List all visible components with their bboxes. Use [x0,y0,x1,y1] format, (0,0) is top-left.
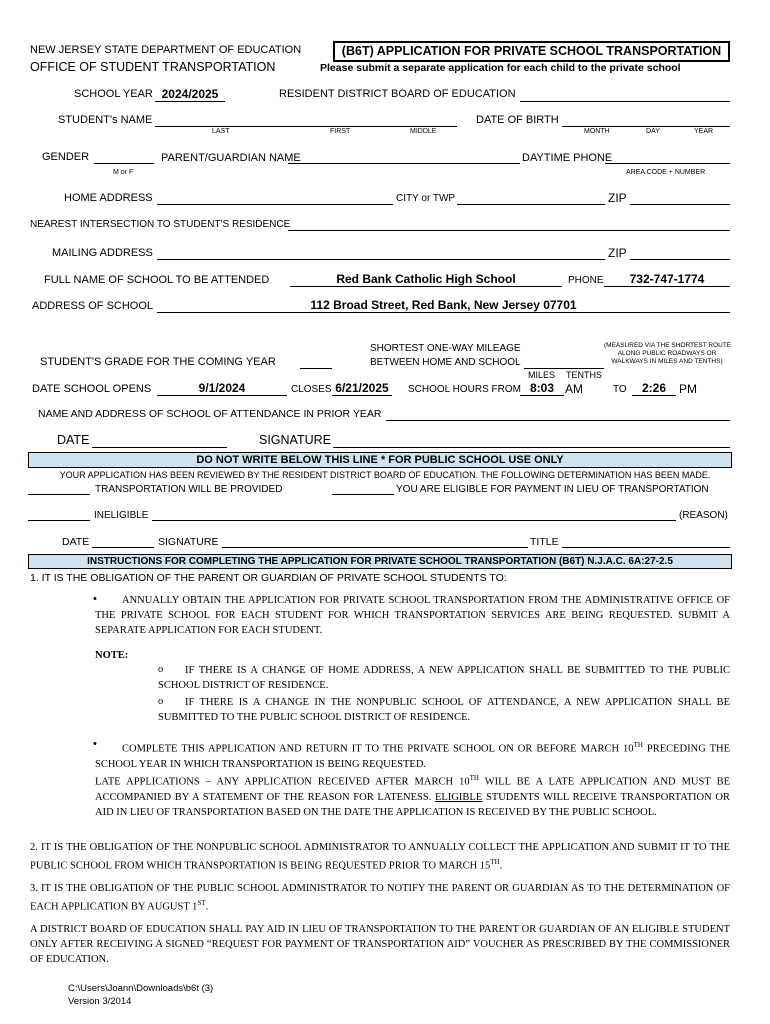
reason-label: (REASON) [679,510,728,521]
closes-value[interactable]: 6/21/2025 [335,381,389,395]
school-address-value[interactable]: 112 Broad Street, Red Bank, New Jersey 07701 [310,298,577,312]
version-label: Version 3/2014 [68,996,132,1007]
mileage-field[interactable] [524,368,604,369]
measured-note-1: (MEASURED VIA THE SHORTEST ROUTE [604,342,732,349]
instruction-item-2: 2. IT IS THE OBLIGATION OF THE NONPUBLIC SCHOOL ADMINISTRATOR TO ANNUALLY COLLECT THE APPLICATION AND SUBMIT IT TO THE PUBLIC SCHOOL FROM WHICH TRANSPORTATION IS BEING REQUESTED PRIOR TO MARCH 15TH. [30,842,730,872]
reason-field[interactable] [152,520,676,521]
m-or-f-caption: M or F [113,169,134,176]
reviewed-notice: YOUR APPLICATION HAS BEEN REVIEWED BY THE RESIDENT DISTRICT BOARD OF EDUCATION. THE FOLLOWING DETERMINATION HAS BEEN MADE. [59,470,711,480]
date-label: DATE [57,433,90,447]
mailing-address-field[interactable] [157,259,605,260]
note-item-2: IF THERE IS A CHANGE IN THE NONPUBLIC SCHOOL OF ATTENDANCE, A NEW APPLICATION SHALL BE SUBMITTED TO THE PUBLIC SCHOOL DISTRICT OF RESIDENCE. [158,697,730,723]
office-signature-field[interactable] [222,547,528,548]
mileage-label-2: BETWEEN HOME AND SCHOOL [370,357,521,368]
provided-label: TRANSPORTATION WILL BE PROVIDED [95,484,283,495]
school-year-label: SCHOOL YEAR [74,88,153,100]
school-year-line [155,101,225,102]
form-title: (B6T) APPLICATION FOR PRIVATE SCHOOL TRANSPORTATION [333,41,730,62]
office-title-label: TITLE [530,536,559,548]
grade-label: STUDENT'S GRADE FOR THE COMING YEAR [40,356,276,368]
parent-label: PARENT/GUARDIAN NAME [161,152,301,164]
instruction-item-1: 1. IT IS THE OBLIGATION OF THE PARENT OR GUARDIAN OF PRIVATE SCHOOL STUDENTS TO: [30,572,507,584]
tenths-caption: TENTHS [566,370,602,380]
prior-school-field[interactable] [386,420,730,421]
instruction-item-3: 3. IT IS THE OBLIGATION OF THE PUBLIC SCHOOL ADMINISTRATOR TO NOTIFY THE PARENT OR GUARDIAN AS TO THE DETERMINATION OF EACH APPLICATION BY AUGUST 1ST. [30,883,730,913]
area-code-caption: AREA CODE + NUMBER [626,169,706,176]
daytime-phone-label: DAYTIME PHONE [522,152,613,164]
school-phone-label: PHONE [568,275,604,286]
dob-field[interactable] [562,126,730,127]
mailing-address-label: MAILING ADDRESS [52,247,153,259]
office-use-banner: DO NOT WRITE BELOW THIS LINE * FOR PUBLIC SCHOOL USE ONLY [28,452,732,468]
date-field[interactable] [92,447,227,448]
bullet-icon: • [93,738,97,750]
prior-school-label: NAME AND ADDRESS OF SCHOOL OF ATTENDANCE IN PRIOR YEAR [38,408,382,420]
office-title-field[interactable] [562,547,730,548]
miles-caption: MILES [528,370,556,380]
school-name-label: FULL NAME OF SCHOOL TO BE ATTENDED [44,274,270,286]
zip-label: ZIP [608,191,627,205]
date-opens-label: DATE SCHOOL OPENS [32,383,152,395]
measured-note-3: WALKWAYS IN MILES AND TENTHS) [611,358,723,365]
hours-to-line [632,395,676,396]
file-path: C:\Users\Joann\Downloads\b6t (3) [68,983,214,994]
ineligible-check-line[interactable] [28,520,90,521]
office-name: OFFICE OF STUDENT TRANSPORTATION [30,60,276,74]
school-address-line [157,312,730,313]
closes-line [332,395,392,396]
school-phone-line [604,286,730,287]
mileage-label-1: SHORTEST ONE-WAY MILEAGE [370,343,521,354]
instruction-bullet-1: ANNUALLY OBTAIN THE APPLICATION FOR PRIVATE SCHOOL TRANSPORTATION FROM THE ADMINISTRATIVE OFFICE OF THE PRIVATE SCHOOL FOR EACH STUDENT FOR WHICH TRANSPORTATION SERVICES ARE BEING REQUESTED. SUBMIT A SEPARATE APPLICATION FOR EACH STUDENT. [95,595,730,636]
school-name-line [290,286,562,287]
dob-label: DATE OF BIRTH [476,114,559,126]
school-year-value[interactable]: 2024/2025 [161,87,219,101]
gender-field[interactable] [94,163,154,164]
date-opens-line [157,395,287,396]
first-caption: FIRST [330,128,351,135]
eligible-aid-label: YOU ARE ELIGIBLE FOR PAYMENT IN LIEU OF TRANSPORTATION [396,484,709,495]
zip2-label: ZIP [608,246,627,260]
measured-note-2: ALONG PUBLIC ROADWAYS OR [617,350,717,357]
student-name-label: STUDENT's NAME [58,114,153,126]
ineligible-label: INELIGIBLE [94,510,149,521]
hours-to-value[interactable]: 2:26 [641,381,667,395]
hours-from-line [520,395,564,396]
intersection-label: NEAREST INTERSECTION TO STUDENT'S RESIDENCE [30,219,291,230]
office-date-label: DATE [62,536,90,548]
instruction-bullet-2: COMPLETE THIS APPLICATION AND RETURN IT TO THE PRIVATE SCHOOL ON OR BEFORE MARCH 10TH PRECEDING THE SCHOOL YEAR IN WHICH TRANSPORTATION IS BEING REQUESTED. [95,741,731,770]
bullet-icon: • [93,593,97,605]
note-item-1: IF THERE IS A CHANGE OF HOME ADDRESS, A NEW APPLICATION SHALL BE SUBMITTED TO THE PUBLIC SCHOOL DISTRICT OF RESIDENCE. [158,665,730,691]
last-caption: LAST [212,128,230,135]
signature-field[interactable] [333,447,730,448]
middle-caption: MIDDLE [410,128,437,135]
grade-field[interactable] [300,368,332,369]
provided-check-line[interactable] [28,494,90,495]
student-name-field[interactable] [155,126,457,127]
resident-district-label: RESIDENT DISTRICT BOARD OF EDUCATION [279,88,516,100]
date-opens-value[interactable]: 9/1/2024 [198,381,246,395]
school-address-label: ADDRESS OF SCHOOL [32,300,154,312]
city-field[interactable] [457,204,605,205]
pm-label: PM [679,382,697,396]
intersection-field[interactable] [288,230,730,231]
final-paragraph: A DISTRICT BOARD OF EDUCATION SHALL PAY AID IN LIEU OF TRANSPORTATION TO THE PARENT OR GUARDIAN OF AN ELIGIBLE STUDENT ONLY AFTER RECEIVING A SIGNED “REQUEST FOR PAYMENT OF TRANSPORTATION AID” VOUCHER AS PRESCRIBED BY THE COMMISSIONER OF EDUCATION. [30,924,730,965]
instructions-banner: INSTRUCTIONS FOR COMPLETING THE APPLICATION FOR PRIVATE SCHOOL TRANSPORTATION (B6T) N.J.A.C. 6A:27-2.5 [28,554,732,569]
zip-field[interactable] [630,204,730,205]
parent-field[interactable] [288,163,520,164]
gender-label: GENDER [42,151,90,163]
dept-name: NEW JERSEY STATE DEPARTMENT OF EDUCATION [30,44,302,56]
home-address-label: HOME ADDRESS [64,192,153,204]
closes-label: CLOSES [291,384,332,395]
to-label: TO [613,384,627,395]
eligible-aid-check-line[interactable] [332,494,394,495]
hours-from-value[interactable]: 8:03 [529,381,555,395]
sub-bullet-icon: o [158,696,164,707]
month-caption: MONTH [584,128,610,135]
resident-district-field[interactable] [520,101,730,102]
office-signature-label: SIGNATURE [158,536,219,548]
daytime-phone-field[interactable] [605,163,730,164]
home-address-field[interactable] [157,204,393,205]
day-caption: DAY [646,128,660,135]
school-name-value[interactable]: Red Bank Catholic High School [336,272,516,286]
hours-from-label: SCHOOL HOURS FROM [408,384,521,395]
sub-bullet-icon: o [158,664,164,675]
note-label: NOTE: [95,650,129,661]
signature-label: SIGNATURE [259,433,331,447]
year-caption: YEAR [694,128,714,135]
late-applications: LATE APPLICATIONS – ANY APPLICATION RECEIVED AFTER MARCH 10TH WILL BE A LATE APPLICATION AND MUST BE ACCOMPANIED BY A STATEMENT OF THE REASON FOR LATENESS. ELIGIBLE STUDENTS WILL RECEIVE TRANSPORTATION OR AID IN LIEU OF TRANSPORTATION BASED ON THE DATE THE APPLICATION IS RECEIVED BY THE PUBLIC SCHOOL. [95,774,730,818]
city-label: CITY or TWP [396,193,456,204]
school-phone-value[interactable]: 732-747-1774 [629,272,705,286]
office-date-field[interactable] [92,547,154,548]
form-subtitle: Please submit a separate application for each child to the private school [320,62,681,74]
am-label: AM [565,382,583,396]
zip2-field[interactable] [630,259,730,260]
